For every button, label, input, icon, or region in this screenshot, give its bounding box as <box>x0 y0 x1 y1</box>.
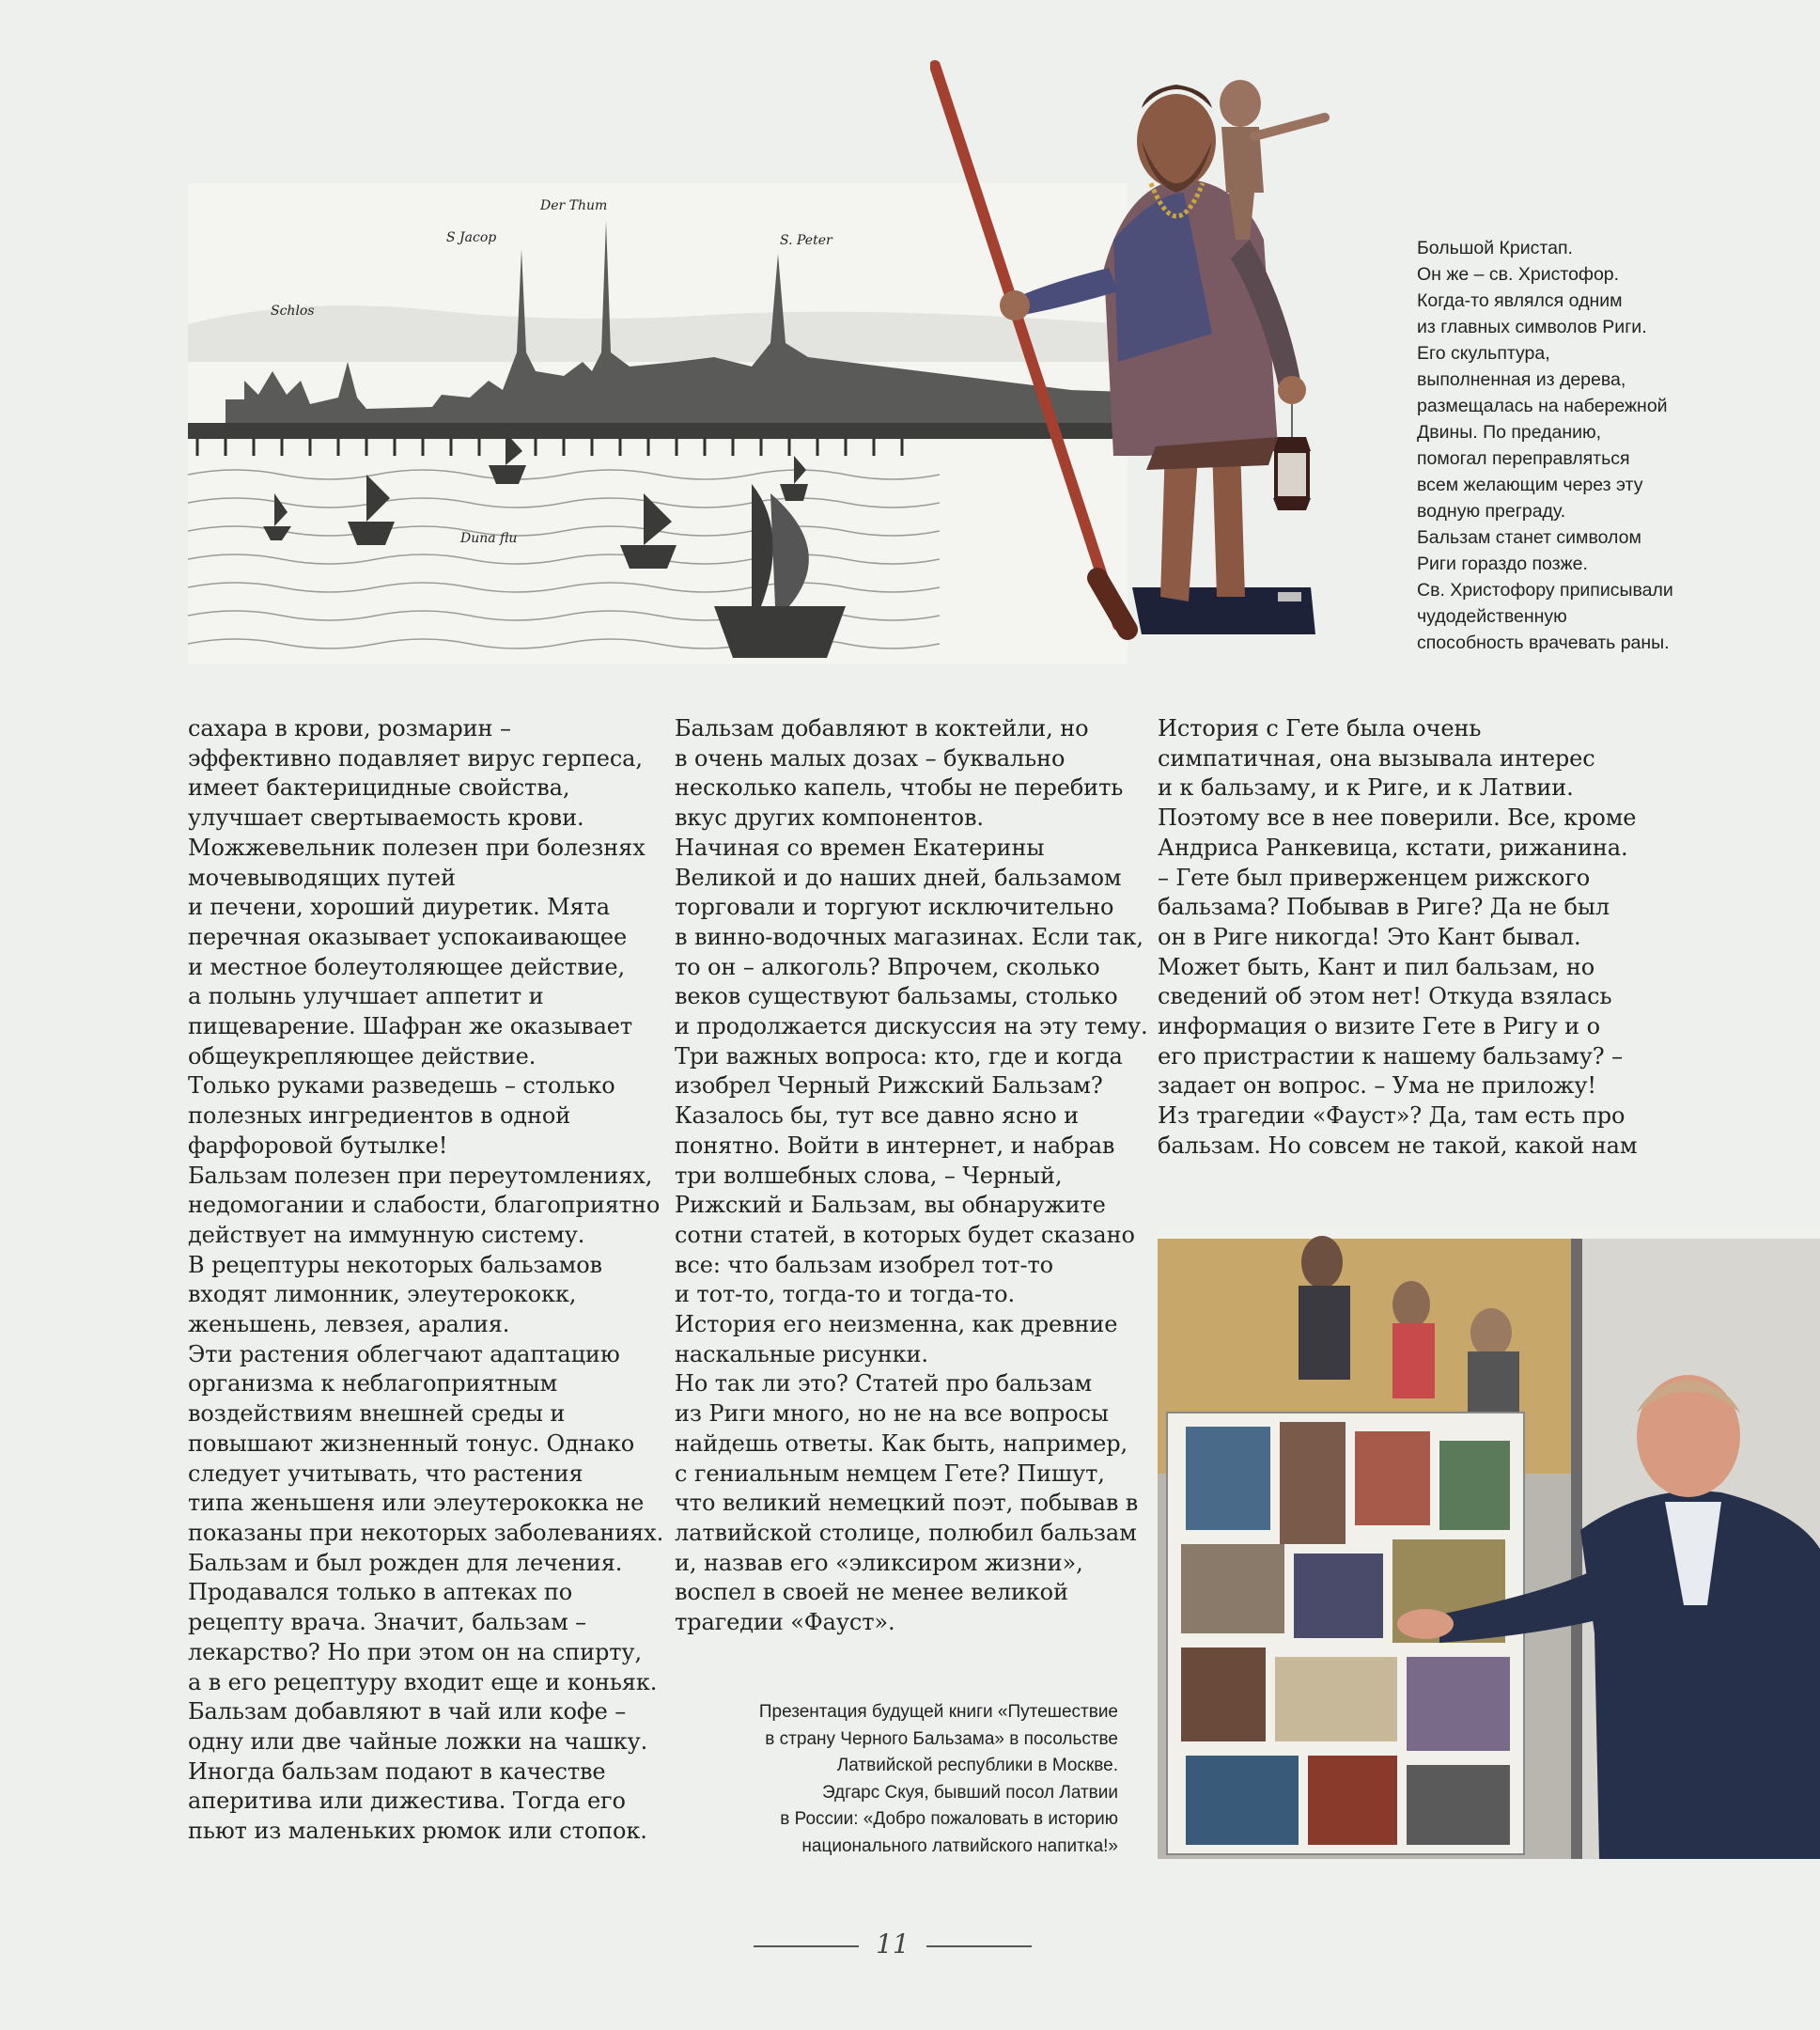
text-line: имеет бактерицидные свойства, <box>188 774 570 802</box>
text-line: История с Гете была очень <box>1158 715 1482 742</box>
folio-rule-right <box>926 1945 1032 1947</box>
text-line: повышают жизненный тонус. Однако <box>188 1429 635 1457</box>
caption-line: Риги гораздо позже. <box>1417 554 1588 574</box>
text-line: бальзам. Но совсем не такой, какой нам <box>1158 1132 1638 1159</box>
text-line: одну или две чайные ложки на чашку. <box>188 1727 648 1755</box>
caption-line: Двины. По преданию, <box>1417 422 1602 443</box>
text-line: пищеварение. Шафран же оказывает <box>188 1013 633 1040</box>
text-line: – Гете был приверженцем рижского <box>1158 864 1591 891</box>
text-line: из Риги много, но не на все вопросы <box>675 1400 1109 1428</box>
text-line: воспел в своей не менее великой <box>675 1579 1068 1606</box>
engraving-label-duna: Duna flu <box>460 531 518 546</box>
engraving-label-schlos: Schlos <box>271 304 315 319</box>
text-line: а полынь улучшает аппетит и <box>188 983 544 1010</box>
text-line: женьшень, левзея, аралия. <box>188 1311 510 1338</box>
text-line: Казалось бы, тут все давно ясно и <box>675 1102 1080 1130</box>
caption-line: в России: «Добро пожаловать в историю <box>780 1809 1118 1829</box>
text-line: несколько капель, чтобы не перебить <box>675 774 1124 802</box>
text-line: входят лимонник, элеутерококк, <box>188 1281 577 1308</box>
caption-line: помогал переправляться <box>1417 448 1630 469</box>
text-column-3 <box>1158 714 1638 1162</box>
text-line: в винно-водочных магазинах. Если так, <box>675 923 1143 950</box>
text-line: сахара в крови, розмарин – <box>188 715 511 742</box>
text-line: Андриса Ранкевица, кстати, рижанина. <box>1158 834 1628 861</box>
text-line: и, назвав его «эликсиром жизни», <box>675 1549 1083 1576</box>
text-column-2 <box>675 714 1148 1638</box>
engraving-label-jacop: S Jacop <box>446 230 497 245</box>
text-line: аперитива или дижестива. Тогда его <box>188 1788 626 1815</box>
text-line: воздействиям внешней среды и <box>188 1400 566 1428</box>
photo-caption <box>714 1699 1118 1860</box>
text-line: показаны при некоторых заболеваниях. <box>188 1519 664 1546</box>
text-line: информация о визите Гете в Ригу и о <box>1158 1013 1600 1040</box>
page-number: 11 <box>876 1928 910 1960</box>
text-line: бальзама? Побывав в Риге? Да не был <box>1158 894 1610 921</box>
engraving-label-peter: S. Peter <box>780 233 832 248</box>
caption-line: Большой Кристап. <box>1417 238 1573 258</box>
text-line: эффективно подавляет вирус герпеса, <box>188 744 643 772</box>
text-line: История его неизменна, как древние <box>675 1311 1118 1338</box>
text-line: Бальзам полезен при переутомлениях, <box>188 1162 653 1189</box>
caption-line: Бальзам станет символом <box>1417 527 1641 548</box>
text-line: организма к неблагоприятным <box>188 1370 558 1398</box>
caption-line: Его скульптура, <box>1417 343 1550 364</box>
presentation-photo <box>1158 1229 1820 1859</box>
caption-line: национального латвийского напитка!» <box>801 1835 1118 1856</box>
text-line: Продавался только в аптеках по <box>188 1579 573 1606</box>
caption-line: размещалась на набережной <box>1417 396 1668 416</box>
text-line: латвийской столице, полюбил бальзам <box>675 1519 1137 1546</box>
text-line: Можжевельник полезен при болезнях <box>188 834 646 861</box>
text-line: что великий немецкий поэт, побывав в <box>675 1490 1139 1517</box>
text-line: задает он вопрос. – Ума не приложу! <box>1158 1072 1596 1100</box>
text-line: найдешь ответы. Как быть, например, <box>675 1429 1128 1457</box>
text-line: Только руками разведешь – столько <box>188 1072 615 1100</box>
caption-line: Св. Христофору приписывали <box>1417 580 1673 601</box>
page-folio <box>752 1927 1034 1964</box>
text-line: мочевыводящих путей <box>188 864 456 891</box>
text-line: симпатичная, она вызывала интерес <box>1158 744 1595 772</box>
text-line: сотни статей, в которых будет сказано <box>675 1221 1135 1248</box>
statue-caption <box>1417 235 1718 656</box>
caption-line: Он же – св. Христофор. <box>1417 264 1620 285</box>
text-line: типа женьшеня или элеутерококка не <box>188 1490 645 1517</box>
caption-line: Эдгарс Скуя, бывший посол Латвии <box>821 1782 1118 1803</box>
text-line: три волшебных слова, – Черный, <box>675 1162 1063 1189</box>
text-line: рецепту врача. Значит, бальзам – <box>188 1609 587 1636</box>
statue-drawing <box>930 52 1334 677</box>
caption-line: Латвийской республики в Москве. <box>836 1756 1118 1775</box>
text-line: пьют из маленьких рюмок или стопок. <box>188 1818 647 1845</box>
text-line: Бальзам добавляют в коктейли, но <box>675 715 1089 742</box>
caption-line: в страну Черного Бальзама» в посольстве <box>765 1728 1118 1749</box>
caption-line: способность врачевать раны. <box>1417 632 1670 653</box>
text-line: Эти растения облегчают адаптацию <box>188 1340 620 1367</box>
text-line: в очень малых дозах – буквально <box>675 744 1066 772</box>
presentation-photo-drawing <box>1158 1229 1820 1859</box>
text-line: В рецептуры некоторых бальзамов <box>188 1251 602 1278</box>
text-line: с гениальным немцем Гете? Пишут, <box>675 1460 1105 1487</box>
text-line: Великой и до наших дней, бальзамом <box>675 864 1122 891</box>
text-line: и тот-то, тогда-то и тогда-то. <box>675 1281 1016 1308</box>
text-line: Рижский и Бальзам, вы обнаружите <box>675 1192 1106 1219</box>
caption-line: выполненная из дерева, <box>1417 369 1626 390</box>
text-column-1 <box>188 714 664 1847</box>
text-line: Из трагедии «Фауст»? Да, там есть про <box>1158 1102 1626 1130</box>
text-line: Но так ли это? Статей про бальзам <box>675 1370 1093 1398</box>
text-line: Начиная со времен Екатерины <box>675 834 1045 861</box>
text-line: фарфоровой бутылке! <box>188 1132 448 1159</box>
text-line: сведений об этом нет! Откуда взялась <box>1158 983 1612 1010</box>
text-line: Иногда бальзам подают в качестве <box>188 1757 606 1785</box>
text-line: все: что бальзам изобрел тот-то <box>675 1251 1054 1278</box>
text-line: лекарство? Но при этом он на спирту, <box>188 1638 642 1665</box>
engraving-label-thum: Der Thum <box>540 198 608 213</box>
text-line: общеукрепляющее действие. <box>188 1042 537 1070</box>
text-line: торговали и торгуют исключительно <box>675 894 1114 921</box>
text-line: его пристрастии к нашему бальзаму? – <box>1158 1042 1623 1070</box>
text-line: он в Риге никогда! Это Кант бывал. <box>1158 923 1581 950</box>
text-line: изобрел Черный Рижский Бальзам? <box>675 1072 1103 1100</box>
caption-line: Когда-то являлся одним <box>1417 290 1623 311</box>
text-line: Три важных вопроса: кто, где и когда <box>675 1042 1123 1070</box>
text-line: наскальные рисунки. <box>675 1340 928 1367</box>
text-line: перечная оказывает успокаивающее <box>188 923 628 950</box>
text-line: и к бальзаму, и к Риге, и к Латвии. <box>1158 774 1574 802</box>
text-line: недомогании и слабости, благоприятно <box>188 1192 661 1219</box>
st-christopher-statue-image <box>930 52 1334 677</box>
text-line: а в его рецептуру входит еще и коньяк. <box>188 1668 658 1695</box>
text-line: действует на иммунную систему. <box>188 1221 585 1248</box>
text-line: и печени, хороший диуретик. Мята <box>188 894 610 921</box>
text-line: и местное болеутоляющее действие, <box>188 953 626 980</box>
caption-line: водную преграду. <box>1417 501 1566 522</box>
text-line: следует учитывать, что растения <box>188 1460 583 1487</box>
caption-line: всем желающим через эту <box>1417 475 1643 495</box>
text-line: полезных ингредиентов в одной <box>188 1102 571 1130</box>
text-line: Бальзам и был рожден для лечения. <box>188 1549 623 1576</box>
text-line: Бальзам добавляют в чай или кофе – <box>188 1698 627 1726</box>
text-line: то он – алкоголь? Впрочем, сколько <box>675 953 1100 980</box>
caption-line: Презентация будущей книги «Путешествие <box>758 1702 1118 1722</box>
text-line: улучшает свертываемость крови. <box>188 804 584 832</box>
text-line: Поэтому все в нее поверили. Все, кроме <box>1158 804 1637 832</box>
text-line: вкус других компонентов. <box>675 804 984 832</box>
caption-line: из главных символов Риги. <box>1417 317 1647 337</box>
text-line: Может быть, Кант и пил бальзам, но <box>1158 953 1595 980</box>
text-line: веков существуют бальзамы, столько <box>675 983 1118 1010</box>
text-line: трагедии «Фауст». <box>675 1609 895 1636</box>
caption-line: чудодейственную <box>1417 606 1567 627</box>
text-line: понятно. Войти в интернет, и набрав <box>675 1132 1115 1159</box>
text-line: и продолжается дискуссия на эту тему. <box>675 1013 1148 1040</box>
